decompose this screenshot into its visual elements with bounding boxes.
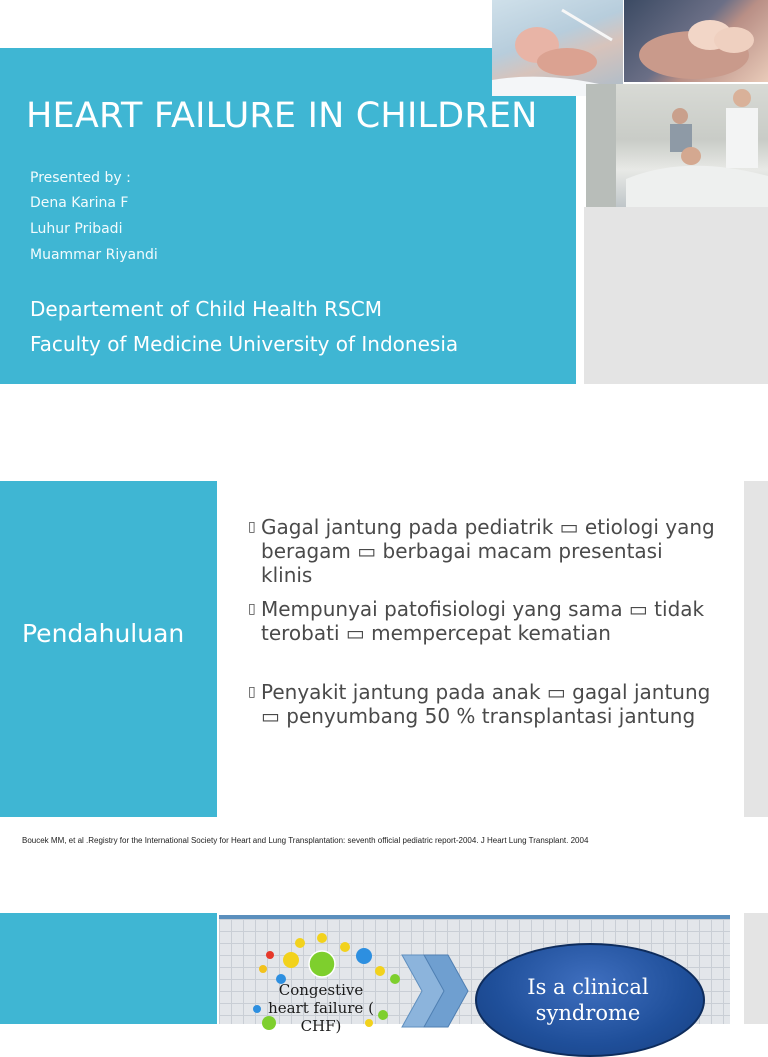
presenter-name: Luhur Pribadi <box>30 221 123 237</box>
presentation-title: HEART FAILURE IN CHILDREN <box>26 96 538 136</box>
title-slide-side-panel <box>584 207 768 384</box>
presented-by-label: Presented by : <box>30 170 131 186</box>
definition-slide-side-panel <box>744 913 768 1024</box>
presenter-name: Muammar Riyandi <box>30 247 158 263</box>
intro-slide-side-panel <box>744 481 768 817</box>
definition-slide-panel <box>0 913 217 1024</box>
bullet-text: Gagal jantung pada pediatrik ▭ etiologi yang beragam ▭ berbagai macam presentasi klinis <box>261 515 715 587</box>
intro-slide-panel <box>0 481 217 817</box>
department-line: Departement of Child Health RSCM <box>30 297 382 321</box>
bullet-item <box>248 680 718 728</box>
bullet-text: Penyakit jantung pada anak ▭ gagal jantung ▭ penyumbang 50 % transplantasi jantung <box>261 680 711 728</box>
newborn-incubator-photo <box>492 0 623 96</box>
faculty-line: Faculty of Medicine University of Indonesia <box>30 332 459 356</box>
bullet-marker-icon: ▯ <box>248 684 256 700</box>
baby-feet-in-hands-photo <box>624 0 768 82</box>
clinical-syndrome-text: Is a clinical syndrome <box>527 975 649 1025</box>
hospital-doctor-patient-photo <box>586 84 768 207</box>
bullet-marker-icon: ▯ <box>248 601 256 617</box>
bullet-text: Mempunyai patofisiologi yang sama ▭ tidak terobati ▭ mempercepat kematian <box>261 597 705 645</box>
intro-slide-title: Pendahuluan <box>22 619 185 648</box>
chf-label: Congestive heart failure ( CHF) <box>268 981 374 1035</box>
reference-citation: Boucek MM, et al .Registry for the International Society for Heart and Lung Transplantation: seventh official pediatric report-2004. J Heart Lung Transplant. 2004 <box>22 836 589 845</box>
presenter-name: Dena Karina F <box>30 195 129 211</box>
chf-definition-diagram <box>219 915 730 1035</box>
bullet-item <box>248 515 718 587</box>
bullet-item <box>248 597 718 645</box>
bullet-marker-icon: ▯ <box>248 519 256 535</box>
